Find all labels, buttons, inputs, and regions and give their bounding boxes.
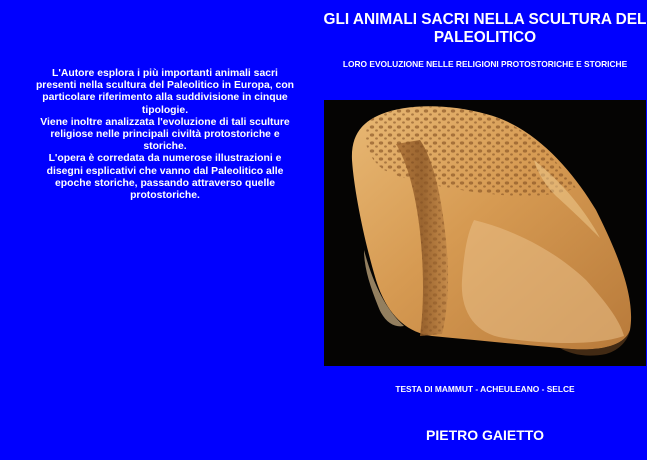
front-cover (323, 0, 647, 460)
book-subtitle: LORO EVOLUZIONE NELLE RELIGIONI PROTOSTORICHE E STORICHE (342, 59, 628, 69)
author-name: PIETRO GAIETTO (426, 427, 544, 443)
book-title: GLI ANIMALI SACRI NELLA SCULTURA DEL PALEOLITICO (323, 11, 647, 46)
blurb-paragraph-3: L'opera è corredata da numerose illustrazioni e disegni esplicativi che vanno dal Paleolitico alle epoche storiche, passando attraverso quelle protostoriche. (46, 153, 284, 202)
back-cover (0, 0, 323, 460)
blurb-paragraph-2: Viene inoltre analizzata l'evoluzione di tali sculture religiose nelle principali civiltà protostoriche e storiche. (40, 116, 290, 153)
flint-sculpture-image (324, 100, 646, 366)
blurb-paragraph-1: L'Autore esplora i più importanti animali sacri presenti nella scultura del Paleolitico in Europa, con particolare riferimento alla suddivisione in cinque tipologie. (35, 68, 295, 116)
cover-photo (324, 100, 646, 366)
photo-caption: TESTA DI MAMMUT - ACHEULEANO - SELCE (395, 384, 575, 394)
blurb (34, 68, 296, 202)
